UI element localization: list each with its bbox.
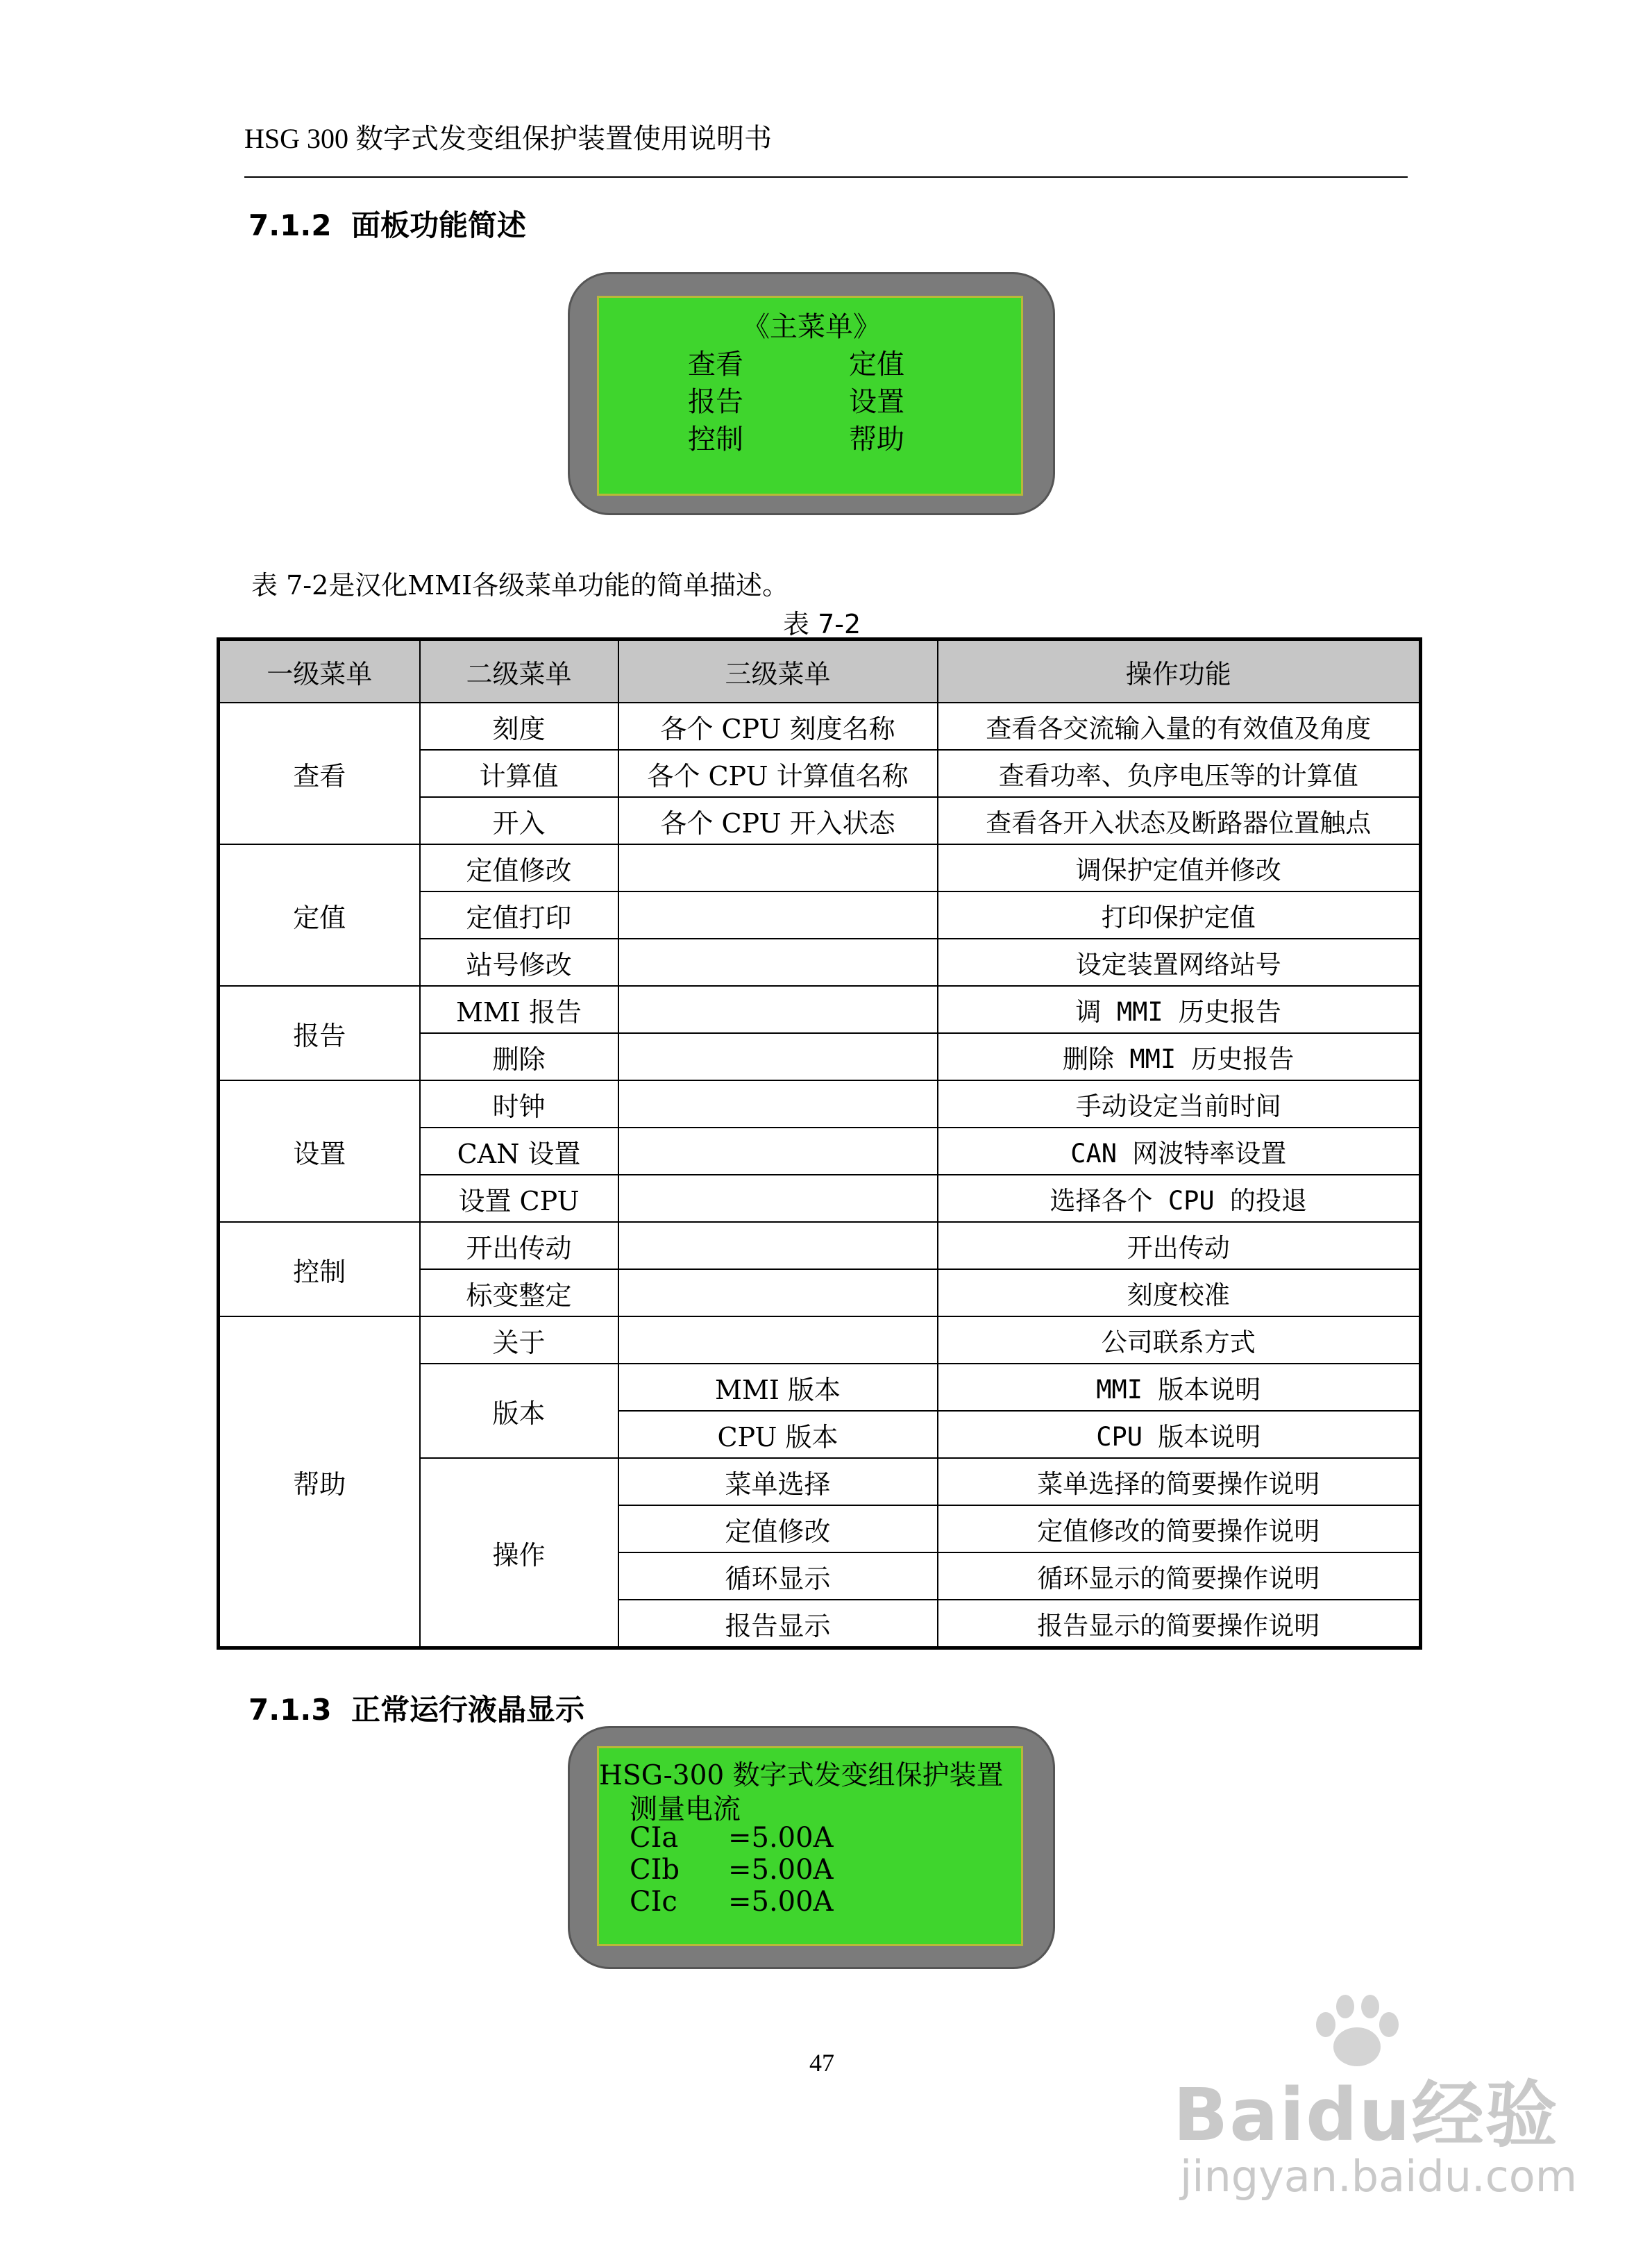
function-cell: 开出传动 (938, 1222, 1421, 1269)
lcd-menu-item-report[interactable]: 报告 (688, 386, 743, 418)
section-title: 正常运行液晶显示 (351, 1693, 585, 1727)
function-cell: 选择各个 CPU 的投退 (938, 1175, 1421, 1222)
level3-cell (618, 844, 938, 891)
level3-cell: 菜单选择 (618, 1458, 938, 1505)
level2-cell: CAN 设置 (420, 1128, 618, 1175)
level3-cell: MMI 版本 (618, 1364, 938, 1411)
level3-cell (618, 1222, 938, 1269)
level2-cell: 定值打印 (420, 891, 618, 939)
lcd-device-title: HSG-300 数字式发变组保护装置 (599, 1760, 1004, 1791)
level1-cell: 设置 (219, 1080, 420, 1222)
level3-cell (618, 986, 938, 1033)
level3-cell (618, 1033, 938, 1080)
column-header: 三级菜单 (618, 639, 938, 703)
level3-cell (618, 1080, 938, 1128)
function-cell: 循环显示的简要操作说明 (938, 1552, 1421, 1600)
function-cell: 刻度校准 (938, 1269, 1421, 1316)
table-row (219, 1080, 1421, 1128)
function-cell: 调保护定值并修改 (938, 844, 1421, 891)
table-row (219, 844, 1421, 891)
function-cell: 公司联系方式 (938, 1316, 1421, 1364)
level3-cell: 各个 CPU 计算值名称 (618, 750, 938, 797)
function-cell: 定值修改的简要操作说明 (938, 1505, 1421, 1552)
table-row (219, 1316, 1421, 1364)
level2-cell: 开出传动 (420, 1222, 618, 1269)
function-cell: 设定装置网络站号 (938, 939, 1421, 986)
level3-cell (618, 939, 938, 986)
function-cell: 菜单选择的简要操作说明 (938, 1458, 1421, 1505)
menu-function-table (217, 637, 1422, 1650)
baidu-watermark (1173, 1993, 1578, 2222)
function-cell: CAN 网波特率设置 (938, 1128, 1421, 1175)
lcd-menu-item-help[interactable]: 帮助 (849, 424, 904, 455)
level3-cell: 各个 CPU 刻度名称 (618, 703, 938, 750)
lcd-measure-value: =5.00A (728, 1822, 834, 1854)
section-number: 7.1.2 (248, 208, 332, 242)
function-cell: 调 MMI 历史报告 (938, 986, 1421, 1033)
function-cell: CPU 版本说明 (938, 1411, 1421, 1458)
level2-cell: 站号修改 (420, 939, 618, 986)
lcd-menu-title: 《主菜单》 (742, 311, 881, 343)
section-title: 面板功能简述 (351, 208, 527, 242)
table-caption: 表 7-2 (783, 609, 861, 639)
level3-cell: 循环显示 (618, 1552, 938, 1600)
intro-paragraph: 表 7-2是汉化MMI各级菜单功能的简单描述。 (251, 570, 789, 601)
level2-cell: 定值修改 (420, 844, 618, 891)
level3-cell (618, 1175, 938, 1222)
level1-cell: 报告 (219, 986, 420, 1080)
lcd-measure-value: =5.00A (728, 1854, 834, 1886)
section-number: 7.1.3 (248, 1693, 332, 1727)
lcd-running-screen (597, 1746, 1023, 1946)
level1-cell: 查看 (219, 703, 420, 844)
header-rule (244, 176, 1408, 178)
level3-cell: CPU 版本 (618, 1411, 938, 1458)
page-number: 47 (809, 2049, 834, 2077)
level2-cell: 操作 (420, 1458, 618, 1648)
column-header: 操作功能 (938, 639, 1421, 703)
lcd-measure-name: CIc (630, 1886, 677, 1918)
table-row (219, 986, 1421, 1033)
lcd-menu-item-view[interactable]: 查看 (688, 349, 743, 380)
level3-cell (618, 1128, 938, 1175)
lcd-measure-value: =5.00A (728, 1886, 834, 1918)
table-row (219, 703, 1421, 750)
function-cell: 报告显示的简要操作说明 (938, 1600, 1421, 1648)
section-heading-7-1-2 (248, 203, 526, 244)
table-row (219, 1222, 1421, 1269)
level2-cell: 设置 CPU (420, 1175, 618, 1222)
function-cell: 查看各开入状态及断路器位置触点 (938, 797, 1421, 844)
level2-cell: 关于 (420, 1316, 618, 1364)
function-cell: 打印保护定值 (938, 891, 1421, 939)
lcd-menu-item-setting-value[interactable]: 定值 (849, 349, 904, 380)
section-heading-7-1-3 (248, 1687, 584, 1729)
level1-cell: 帮助 (219, 1316, 420, 1648)
level3-cell: 定值修改 (618, 1505, 938, 1552)
function-cell: MMI 版本说明 (938, 1364, 1421, 1411)
level1-cell: 定值 (219, 844, 420, 986)
column-header: 一级菜单 (219, 639, 420, 703)
page-header: HSG 300 数字式发变组保护装置使用说明书 (244, 123, 773, 154)
lcd-menu-item-settings[interactable]: 设置 (849, 386, 904, 418)
level2-cell: 计算值 (420, 750, 618, 797)
level2-cell: 删除 (420, 1033, 618, 1080)
function-cell: 手动设定当前时间 (938, 1080, 1421, 1128)
level2-cell: 版本 (420, 1364, 618, 1458)
level2-cell: 标变整定 (420, 1269, 618, 1316)
level2-cell: 刻度 (420, 703, 618, 750)
column-header: 二级菜单 (420, 639, 618, 703)
level2-cell: MMI 报告 (420, 986, 618, 1033)
level3-cell (618, 1269, 938, 1316)
lcd-measure-label: 测量电流 (630, 1793, 741, 1825)
function-cell: 查看各交流输入量的有效值及角度 (938, 703, 1421, 750)
level3-cell (618, 1316, 938, 1364)
level3-cell: 各个 CPU 开入状态 (618, 797, 938, 844)
watermark-url: jingyan.baidu.com (1180, 2151, 1578, 2202)
function-cell: 删除 MMI 历史报告 (938, 1033, 1421, 1080)
level2-cell: 时钟 (420, 1080, 618, 1128)
lcd-measure-name: CIa (630, 1822, 679, 1854)
level3-cell (618, 891, 938, 939)
lcd-measure-name: CIb (630, 1854, 680, 1886)
lcd-main-menu-screen (597, 296, 1023, 496)
table-header-row (219, 639, 1421, 703)
level3-cell: 报告显示 (618, 1600, 938, 1648)
lcd-menu-item-control[interactable]: 控制 (688, 424, 743, 455)
watermark-logo: Baidu经验 (1173, 2073, 1559, 2157)
function-cell: 查看功率、负序电压等的计算值 (938, 750, 1421, 797)
level2-cell: 开入 (420, 797, 618, 844)
level1-cell: 控制 (219, 1222, 420, 1316)
